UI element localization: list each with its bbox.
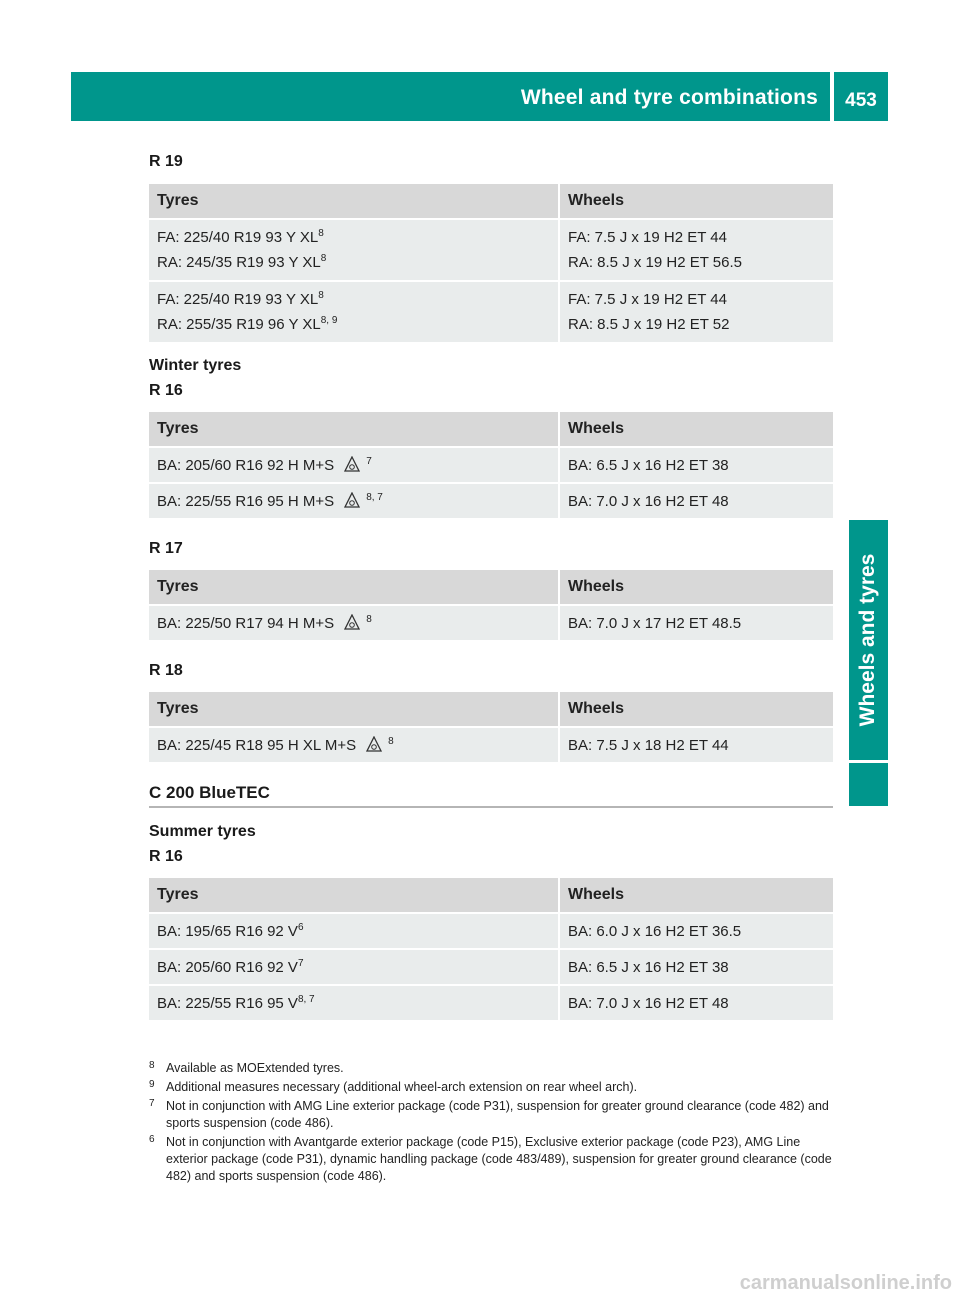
- wheel-spec: FA: 7.5 J x 19 H2 ET 44: [568, 291, 727, 308]
- footnote-text: Additional measures necessary (additional wheel-arch extension on rear wheel arch).: [166, 1080, 638, 1094]
- footnote-ref: 8: [320, 253, 327, 264]
- footnote-ref: 8: [388, 736, 394, 747]
- table-r19: [149, 182, 833, 344]
- tyre-spec: BA: 225/55 R16 95 V: [157, 994, 298, 1012]
- table-header-row: [149, 692, 833, 726]
- table-header-row: [149, 878, 833, 912]
- snowflake-mountain-icon: [344, 614, 360, 630]
- wheels-cell: [560, 220, 833, 280]
- section-r16-title: R 16: [149, 382, 183, 399]
- col-tyres: Tyres: [149, 570, 560, 604]
- footnote-number: 7: [149, 1098, 155, 1109]
- col-wheels: Wheels: [560, 412, 833, 446]
- model-title: C 200 BlueTEC: [149, 783, 270, 802]
- wheels-cell: BA: 6.5 J x 16 H2 ET 38: [560, 950, 833, 984]
- footnote-number: 8: [149, 1060, 155, 1071]
- table-winter-r18: [149, 690, 833, 764]
- section-r18-title: R 18: [149, 662, 183, 679]
- col-tyres: Tyres: [149, 184, 560, 218]
- table-row: [149, 728, 833, 762]
- wheels-cell: BA: 7.0 J x 16 H2 ET 48: [560, 484, 833, 518]
- table-row: [149, 484, 833, 518]
- section-divider: [149, 806, 833, 808]
- tyres-cell: [149, 950, 560, 984]
- tyres-cell: [149, 728, 560, 762]
- footnote-ref: 6: [297, 921, 304, 933]
- footnote: [149, 1079, 833, 1096]
- table-row: [149, 986, 833, 1020]
- footnote-ref: 8: [318, 228, 324, 239]
- table-row: [149, 448, 833, 482]
- table-header-row: [149, 184, 833, 218]
- footnote-number: 6: [149, 1134, 155, 1145]
- table-row: [149, 220, 833, 280]
- table-header-row: [149, 570, 833, 604]
- table-row: [149, 282, 833, 342]
- footnote-ref: 7: [366, 456, 372, 467]
- table-row: [149, 606, 833, 640]
- footnote-ref: 8, 9: [320, 315, 338, 326]
- col-tyres: Tyres: [149, 692, 560, 726]
- tyres-cell: [149, 220, 560, 280]
- tyre-spec: BA: 195/65 R16 92 V: [157, 922, 298, 940]
- winter-tyres-title: Winter tyres: [149, 357, 242, 374]
- wheels-cell: BA: 6.5 J x 16 H2 ET 38: [560, 448, 833, 482]
- col-wheels: Wheels: [560, 184, 833, 218]
- summer-tyres-title: Summer tyres: [149, 823, 256, 840]
- table-row: [149, 950, 833, 984]
- snowflake-mountain-icon: [344, 456, 360, 472]
- footnote-text: Not in conjunction with AMG Line exterior package (code P31), suspension for greater ground clearance (code 482) and sports suspension (code 486).: [166, 1099, 829, 1130]
- wheel-spec: RA: 8.5 J x 19 H2 ET 56.5: [568, 254, 742, 271]
- footnote-ref: 8: [318, 290, 324, 301]
- wheel-spec: FA: 7.5 J x 19 H2 ET 44: [568, 229, 727, 246]
- col-tyres: Tyres: [149, 412, 560, 446]
- col-tyres: Tyres: [149, 878, 560, 912]
- tyre-spec: FA: 225/40 R19 93 Y XL: [157, 229, 319, 246]
- table-winter-r16: [149, 410, 833, 520]
- tyre-spec: RA: 255/35 R19 96 Y XL: [157, 316, 321, 333]
- footnote-text: Not in conjunction with Avantgarde exterior package (code P15), Exclusive exterior package (code P23), AMG Line exterior package (code P31), dynamic handling package (code 483/489), suspension for greater ground clearance (code 482) and sports suspension (code 486).: [166, 1135, 832, 1183]
- col-wheels: Wheels: [560, 878, 833, 912]
- wheels-cell: BA: 7.0 J x 16 H2 ET 48: [560, 986, 833, 1020]
- footnote-number: 9: [149, 1079, 155, 1090]
- section-r19-title: R 19: [149, 153, 183, 170]
- wheels-cell: BA: 7.5 J x 18 H2 ET 44: [560, 728, 833, 762]
- tyre-spec: RA: 245/35 R19 93 Y XL: [157, 254, 321, 271]
- watermark: carmanualsonline.info: [739, 1272, 952, 1294]
- footnote-ref: 7: [297, 957, 304, 969]
- wheels-cell: [560, 282, 833, 342]
- snowflake-mountain-icon: [366, 736, 382, 752]
- wheels-cell: BA: 6.0 J x 16 H2 ET 36.5: [560, 914, 833, 948]
- table-summer-r16: [149, 876, 833, 1022]
- footnote-ref: 8: [366, 614, 372, 625]
- tyres-cell: [149, 282, 560, 342]
- tyres-cell: [149, 448, 560, 482]
- table-winter-r17: [149, 568, 833, 642]
- tyre-spec: BA: 205/60 R16 92 H M+S: [157, 457, 335, 474]
- table-header-row: [149, 412, 833, 446]
- section-r17-title: R 17: [149, 540, 183, 557]
- tyre-spec: FA: 225/40 R19 93 Y XL: [157, 291, 319, 308]
- tyres-cell: [149, 986, 560, 1020]
- wheels-cell: BA: 7.0 J x 17 H2 ET 48.5: [560, 606, 833, 640]
- footnote-ref: 8, 7: [366, 492, 383, 503]
- footnote: [149, 1060, 833, 1077]
- header-bar: [71, 72, 830, 121]
- table-row: [149, 914, 833, 948]
- tyre-spec: BA: 225/55 R16 95 H M+S: [157, 493, 335, 510]
- footnote-text: Available as MOExtended tyres.: [166, 1061, 344, 1075]
- footnote: [149, 1134, 833, 1185]
- tyres-cell: [149, 914, 560, 948]
- side-tab-marker: [849, 763, 888, 806]
- col-wheels: Wheels: [560, 692, 833, 726]
- footnote-ref: 8, 7: [297, 993, 315, 1005]
- tyre-spec: BA: 225/50 R17 94 H M+S: [157, 615, 335, 632]
- col-wheels: Wheels: [560, 570, 833, 604]
- section-r16-summer-title: R 16: [149, 848, 183, 865]
- footnote: [149, 1098, 833, 1132]
- tyres-cell: [149, 606, 560, 640]
- tyre-spec: BA: 225/45 R18 95 H XL M+S: [157, 737, 357, 754]
- wheel-spec: RA: 8.5 J x 19 H2 ET 52: [568, 316, 730, 333]
- tyres-cell: [149, 484, 560, 518]
- snowflake-mountain-icon: [344, 492, 360, 508]
- tyre-spec: BA: 205/60 R16 92 V: [157, 958, 298, 976]
- page-header-title: Wheel and tyre combinations: [520, 86, 818, 109]
- side-tab-label: Wheels and tyres: [856, 553, 879, 727]
- page-number: 453: [834, 72, 888, 121]
